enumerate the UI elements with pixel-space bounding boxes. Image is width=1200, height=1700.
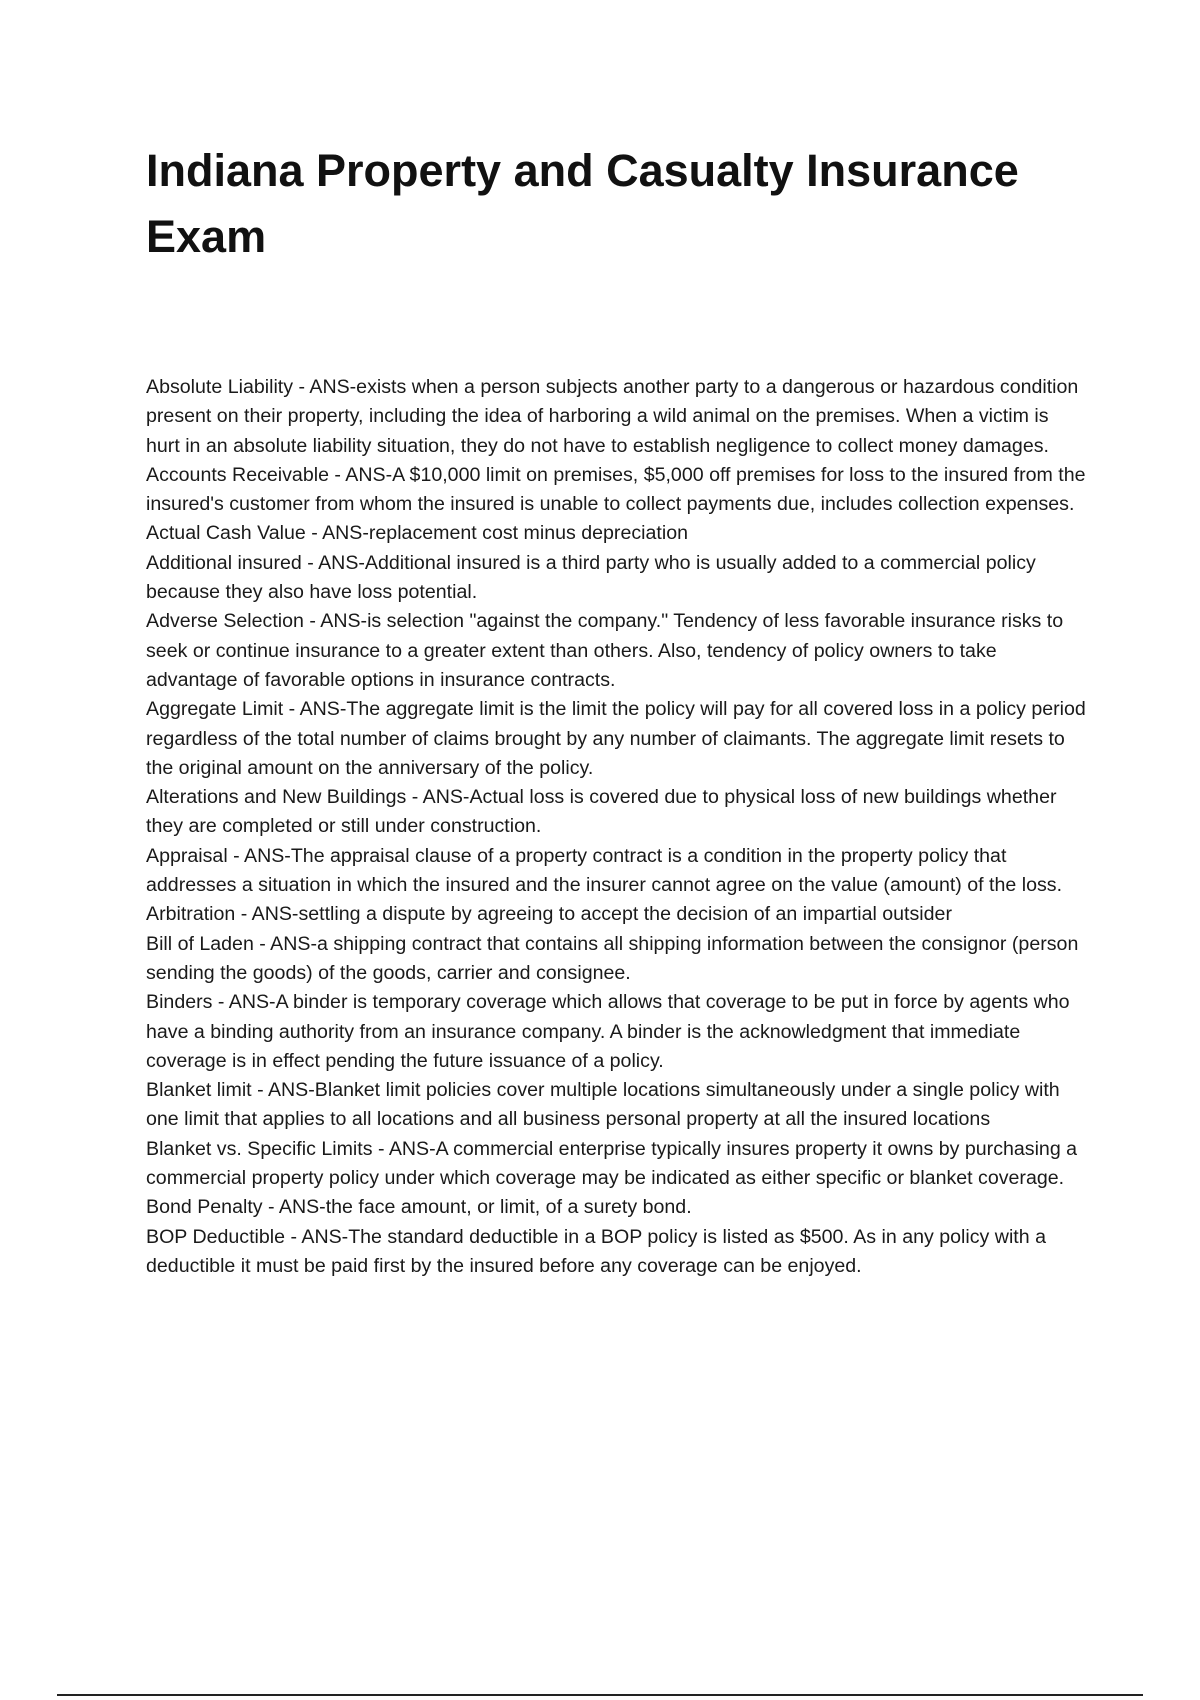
glossary-entry: Actual Cash Value - ANS-replacement cost minus depreciation <box>146 522 688 545</box>
glossary-entry: Arbitration - ANS-settling a dispute by agreeing to accept the decision of an impartial outsider <box>146 903 952 926</box>
glossary-entry: Bill of Laden - ANS-a shipping contract that contains all shipping information between the consignor (person sending the goods) of the goods, carrier and consignee. <box>146 932 1079 984</box>
glossary-entry: Aggregate Limit - ANS-The aggregate limit is the limit the policy will pay for all covered loss in a policy period regardless of the total number of claims brought by any number of claimants. The aggregate limit resets to the original amount on the anniversary of the policy. <box>146 698 1086 779</box>
glossary-entry: Blanket limit - ANS-Blanket limit policies cover multiple locations simultaneously under a single policy with one limit that applies to all locations and all business personal property at all the insured locations <box>146 1079 1060 1131</box>
glossary-entry: Bond Penalty - ANS-the face amount, or limit, of a surety bond. <box>146 1196 692 1219</box>
glossary-entry: Accounts Receivable - ANS-A $10,000 limit on premises, $5,000 off premises for loss to the insured from the insured's customer from whom the insured is unable to collect payments due, includes collection expenses. <box>146 463 1086 516</box>
footer-divider <box>57 1694 1143 1696</box>
glossary-entry: BOP Deductible - ANS-The standard deductible in a BOP policy is listed as $500. As in any policy with a deductible it must be paid first by the insured before any coverage can be enjoyed. <box>146 1225 1046 1277</box>
glossary-entry: Additional insured - ANS-Additional insured is a third party who is usually added to a commercial policy because they also have loss potential. <box>146 551 1036 604</box>
glossary-entry: Absolute Liability - ANS-exists when a person subjects another party to a dangerous or hazardous condition present on their property, including the idea of harboring a wild animal on the premises. When a victim is hurt in an absolute liability situation, they do not have to establish negligence to collect money damages. <box>146 376 1079 457</box>
glossary-list <box>146 373 1086 1281</box>
glossary-entry: Blanket vs. Specific Limits - ANS-A commercial enterprise typically insures property it owns by purchasing a commercial property policy under which coverage may be indicated as either specific or blanket coverage. <box>146 1137 1078 1190</box>
glossary-entry: Binders - ANS-A binder is temporary coverage which allows that coverage to be put in force by agents who have a binding authority from an insurance company. A binder is the acknowledgment that immediate coverage is in effect pending the future issuance of a policy. <box>146 991 1070 1072</box>
glossary-entry: Adverse Selection - ANS-is selection "against the company." Tendency of less favorable insurance risks to seek or continue insurance to a greater extent than others. Also, tendency of policy owners to take advantage of favorable options in insurance contracts. <box>146 610 1064 691</box>
glossary-entry: Alterations and New Buildings - ANS-Actual loss is covered due to physical loss of new buildings whether they are completed or still under construction. <box>146 786 1057 838</box>
page-title: Indiana Property and Casualty Insurance Exam <box>146 145 1019 262</box>
glossary-entry: Appraisal - ANS-The appraisal clause of a property contract is a condition in the property policy that addresses a situation in which the insured and the insurer cannot agree on the value (amount) of the loss. <box>146 844 1063 897</box>
